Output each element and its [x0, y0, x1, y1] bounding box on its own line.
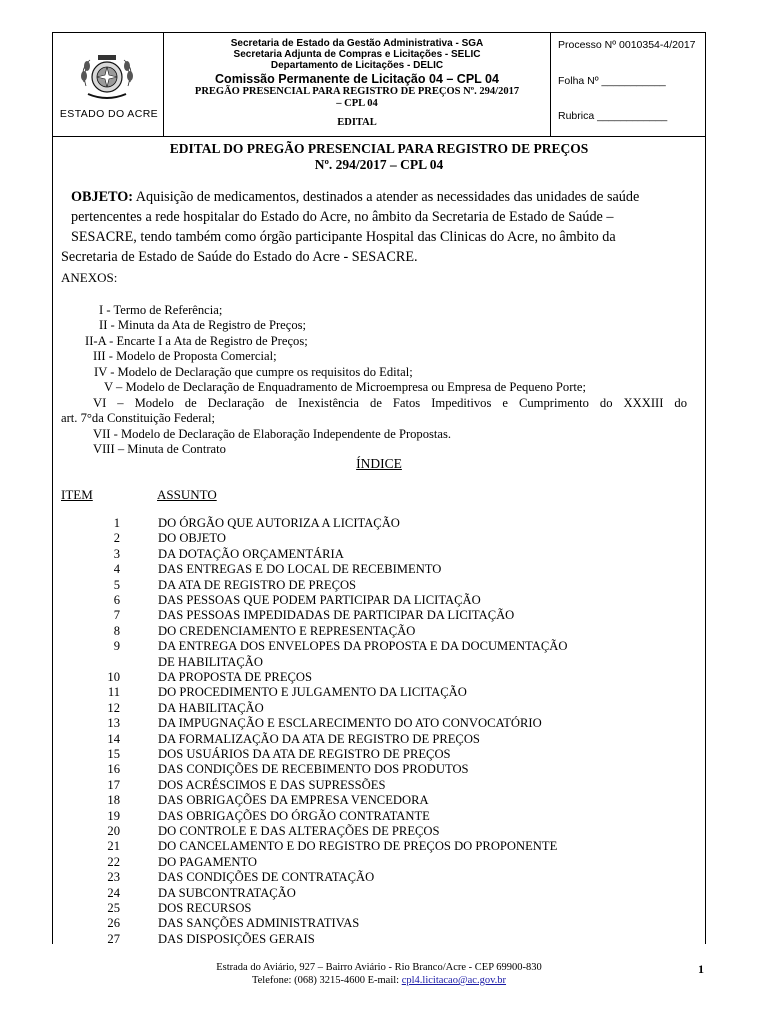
index-item-number: 12	[107, 700, 120, 715]
index-item-subject: DO OBJETO	[158, 531, 226, 546]
index-item-subject: DOS USUÁRIOS DA ATA DE REGISTRO DE PREÇOS	[158, 747, 451, 761]
index-item-number: 2	[113, 531, 120, 546]
objeto-line3: SESACRE, tendo também como órgão participante Hospital das Clinicas do Acre, no âmbito da	[71, 229, 616, 245]
annex-item: II-A - Encarte I a Ata de Registro de Preços;	[85, 334, 308, 348]
indice-title: ÍNDICE	[356, 456, 402, 471]
processo-number: Processo Nº 0010354-4/2017	[558, 39, 696, 51]
index-item-subject-cont: DE HABILITAÇÃO	[158, 654, 263, 669]
annex-item: VIII – Minuta de Contrato	[93, 442, 226, 456]
index-item-subject: DAS ENTREGAS E DO LOCAL DE RECEBIMENTO	[158, 562, 442, 577]
coat-of-arms-icon	[78, 52, 136, 104]
header-divider-right	[550, 32, 551, 137]
index-item-subject: DO ÓRGÃO QUE AUTORIZA A LICITAÇÃO	[158, 516, 400, 530]
index-item-number: 1	[113, 516, 120, 530]
index-item-number: 19	[107, 808, 120, 823]
index-item-number: 5	[113, 577, 120, 592]
annex-item: art. 7°da Constituição Federal;	[61, 411, 216, 425]
index-item-subject: DO PROCEDIMENTO E JULGAMENTO DA LICITAÇÃO	[158, 685, 467, 700]
index-item-subject: DA ATA DE REGISTRO DE PREÇOS	[158, 577, 357, 592]
body-border-right	[705, 137, 706, 944]
annex-item	[93, 396, 687, 412]
body-border-left	[52, 137, 53, 944]
index-item-number: 11	[107, 685, 120, 700]
annex-item: II - Minuta da Ata de Registro de Preços;	[99, 318, 307, 332]
index-item-subject: DO PAGAMENTO	[158, 854, 258, 869]
index-item-subject: DAS CONDIÇÕES DE RECEBIMENTO DOS PRODUTOS	[158, 762, 469, 777]
index-item-subject: DA IMPUGNAÇÃO E ESCLARECIMENTO DO ATO CONVOCATÓRIO	[158, 716, 542, 731]
folha-field: Folha Nº ___________	[558, 75, 666, 87]
index-item-subject: DAS PESSOAS QUE PODEM PARTICIPAR DA LICITAÇÃO	[158, 593, 481, 607]
index-item-subject: DA SUBCONTRATAÇÃO	[158, 885, 296, 900]
footer-contact	[52, 975, 706, 986]
index-item-subject: DA FORMALIZAÇÃO DA ATA DE REGISTRO DE PREÇOS	[158, 731, 480, 746]
header-center	[164, 38, 550, 129]
rubrica-field: Rubrica ____________	[558, 110, 668, 122]
index-item-number: 10	[107, 670, 120, 684]
objeto-paragraph	[61, 187, 695, 267]
anexos-label: ANEXOS:	[61, 270, 118, 285]
index-item-number: 25	[107, 901, 120, 915]
index-item-subject: DAS CONDIÇÕES DE CONTRATAÇÃO	[158, 870, 375, 885]
state-name: ESTADO DO ACRE	[59, 108, 159, 120]
header-delic: Departamento de Licitações - DELIC	[270, 60, 444, 71]
index-item-subject: DO CANCELAMENTO E DO REGISTRO DE PREÇOS DO PROPONENTE	[158, 839, 558, 854]
index-item-subject: DA DOTAÇÃO ORÇAMENTÁRIA	[158, 546, 344, 561]
index-item-number: 23	[107, 870, 120, 885]
document-title-line1: EDITAL DO PREGÃO PRESENCIAL PARA REGISTRO DE PREÇOS	[169, 141, 589, 156]
index-item-subject: DAS SANÇÕES ADMINISTRATIVAS	[158, 916, 360, 931]
annex-item: VII - Modelo de Declaração de Elaboração Independente de Propostas.	[93, 427, 452, 441]
index-item-number: 9	[113, 639, 120, 654]
index-item-subject: DA PROPOSTA DE PREÇOS	[158, 670, 313, 684]
header-commission: Comissão Permanente de Licitação 04 – CPL 04	[215, 72, 499, 86]
index-item-subject: DAS PESSOAS IMPEDIDADAS DE PARTICIPAR DA LICITAÇÃO	[158, 608, 515, 623]
index-table	[98, 516, 698, 946]
objeto-line1: Aquisição de medicamentos, destinados a atender as necessidades das unidades de saúde	[135, 189, 640, 205]
indice-col-item: ITEM	[61, 487, 93, 502]
index-item-subject: DAS OBRIGAÇÕES DO ÓRGÃO CONTRATANTE	[158, 808, 430, 823]
index-item-subject: DO CREDENCIAMENTO E REPRESENTAÇÃO	[158, 623, 416, 638]
index-item-number: 20	[107, 824, 120, 838]
index-item-subject: DOS ACRÉSCIMOS E DAS SUPRESSÕES	[158, 777, 386, 792]
annex-item: V – Modelo de Declaração de Enquadramento de Microempresa ou Empresa de Pequeno Porte;	[104, 380, 587, 394]
index-item-subject: DA ENTREGA DOS ENVELOPES DA PROPOSTA E DA DOCUMENTAÇÃO	[158, 639, 568, 654]
index-item-number: 15	[107, 747, 120, 761]
index-item-subject: DO CONTROLE E DAS ALTERAÇÕES DE PREÇOS	[158, 824, 440, 838]
header-pregao-cont: – CPL 04	[336, 98, 378, 109]
index-item-number: 16	[107, 762, 120, 777]
header-sga: Secretaria de Estado da Gestão Administrativa - SGA	[230, 38, 484, 49]
document-title-line2: Nº. 294/2017 – CPL 04	[314, 157, 444, 172]
objeto-line4: Secretaria de Estado de Saúde do Estado do Acre - SESACRE.	[61, 249, 418, 265]
index-item-number: 17	[107, 777, 120, 792]
header-edital: EDITAL	[337, 117, 377, 128]
index-item-subject: DAS OBRIGAÇÕES DA EMPRESA VENCEDORA	[158, 793, 429, 808]
index-item-subject: DAS DISPOSIÇÕES GERAIS	[158, 931, 315, 946]
index-item-subject: DA HABILITAÇÃO	[158, 700, 264, 715]
header-pregao: PREGÃO PRESENCIAL PARA REGISTRO DE PREÇOS Nº. 294/2017	[194, 86, 520, 97]
index-item-number: 18	[107, 793, 120, 808]
index-item-number: 4	[113, 562, 120, 577]
footer-phone: Telefone: (068) 3215-4600 E-mail:	[251, 975, 402, 986]
index-item-number: 26	[107, 916, 120, 931]
page-number: 1	[698, 962, 704, 976]
index-item-number: 13	[107, 716, 120, 731]
index-item-number: 21	[107, 839, 120, 854]
index-item-number: 24	[107, 885, 120, 900]
header-selic: Secretaria Adjunta de Compras e Licitações - SELIC	[233, 49, 481, 60]
index-item-number: 22	[107, 854, 120, 869]
index-item-number: 8	[113, 623, 120, 638]
index-item-subject: DOS RECURSOS	[158, 901, 252, 915]
objeto-label: OBJETO:	[71, 189, 134, 205]
indice-col-assunto: ASSUNTO	[157, 487, 217, 502]
annex-item: IV - Modelo de Declaração que cumpre os requisitos do Edital;	[94, 365, 413, 379]
footer-address: Estrada do Aviário, 927 – Bairro Aviário - Rio Branco/Acre - CEP 69900-830	[216, 962, 542, 973]
footer-email-link[interactable]: cpl4.licitacao@ac.gov.br	[401, 975, 507, 986]
index-item-number: 7	[113, 608, 120, 623]
annex-item: I - Termo de Referência;	[99, 303, 223, 317]
index-item-number: 14	[107, 731, 120, 746]
annex-item-text: VI – Modelo de Declaração de Inexistência de Fatos Impeditivos e Cumprimento do XXXIII do	[93, 396, 687, 410]
index-item-number: 6	[113, 593, 120, 607]
annex-item: III - Modelo de Proposta Comercial;	[93, 349, 277, 363]
objeto-line2: pertencentes a rede hospitalar do Estado do Acre, no âmbito da Secretaria de Estado de Saúde –	[71, 209, 614, 225]
index-item-number: 27	[107, 931, 120, 946]
index-item-number: 3	[113, 546, 120, 561]
document-title	[52, 141, 706, 173]
